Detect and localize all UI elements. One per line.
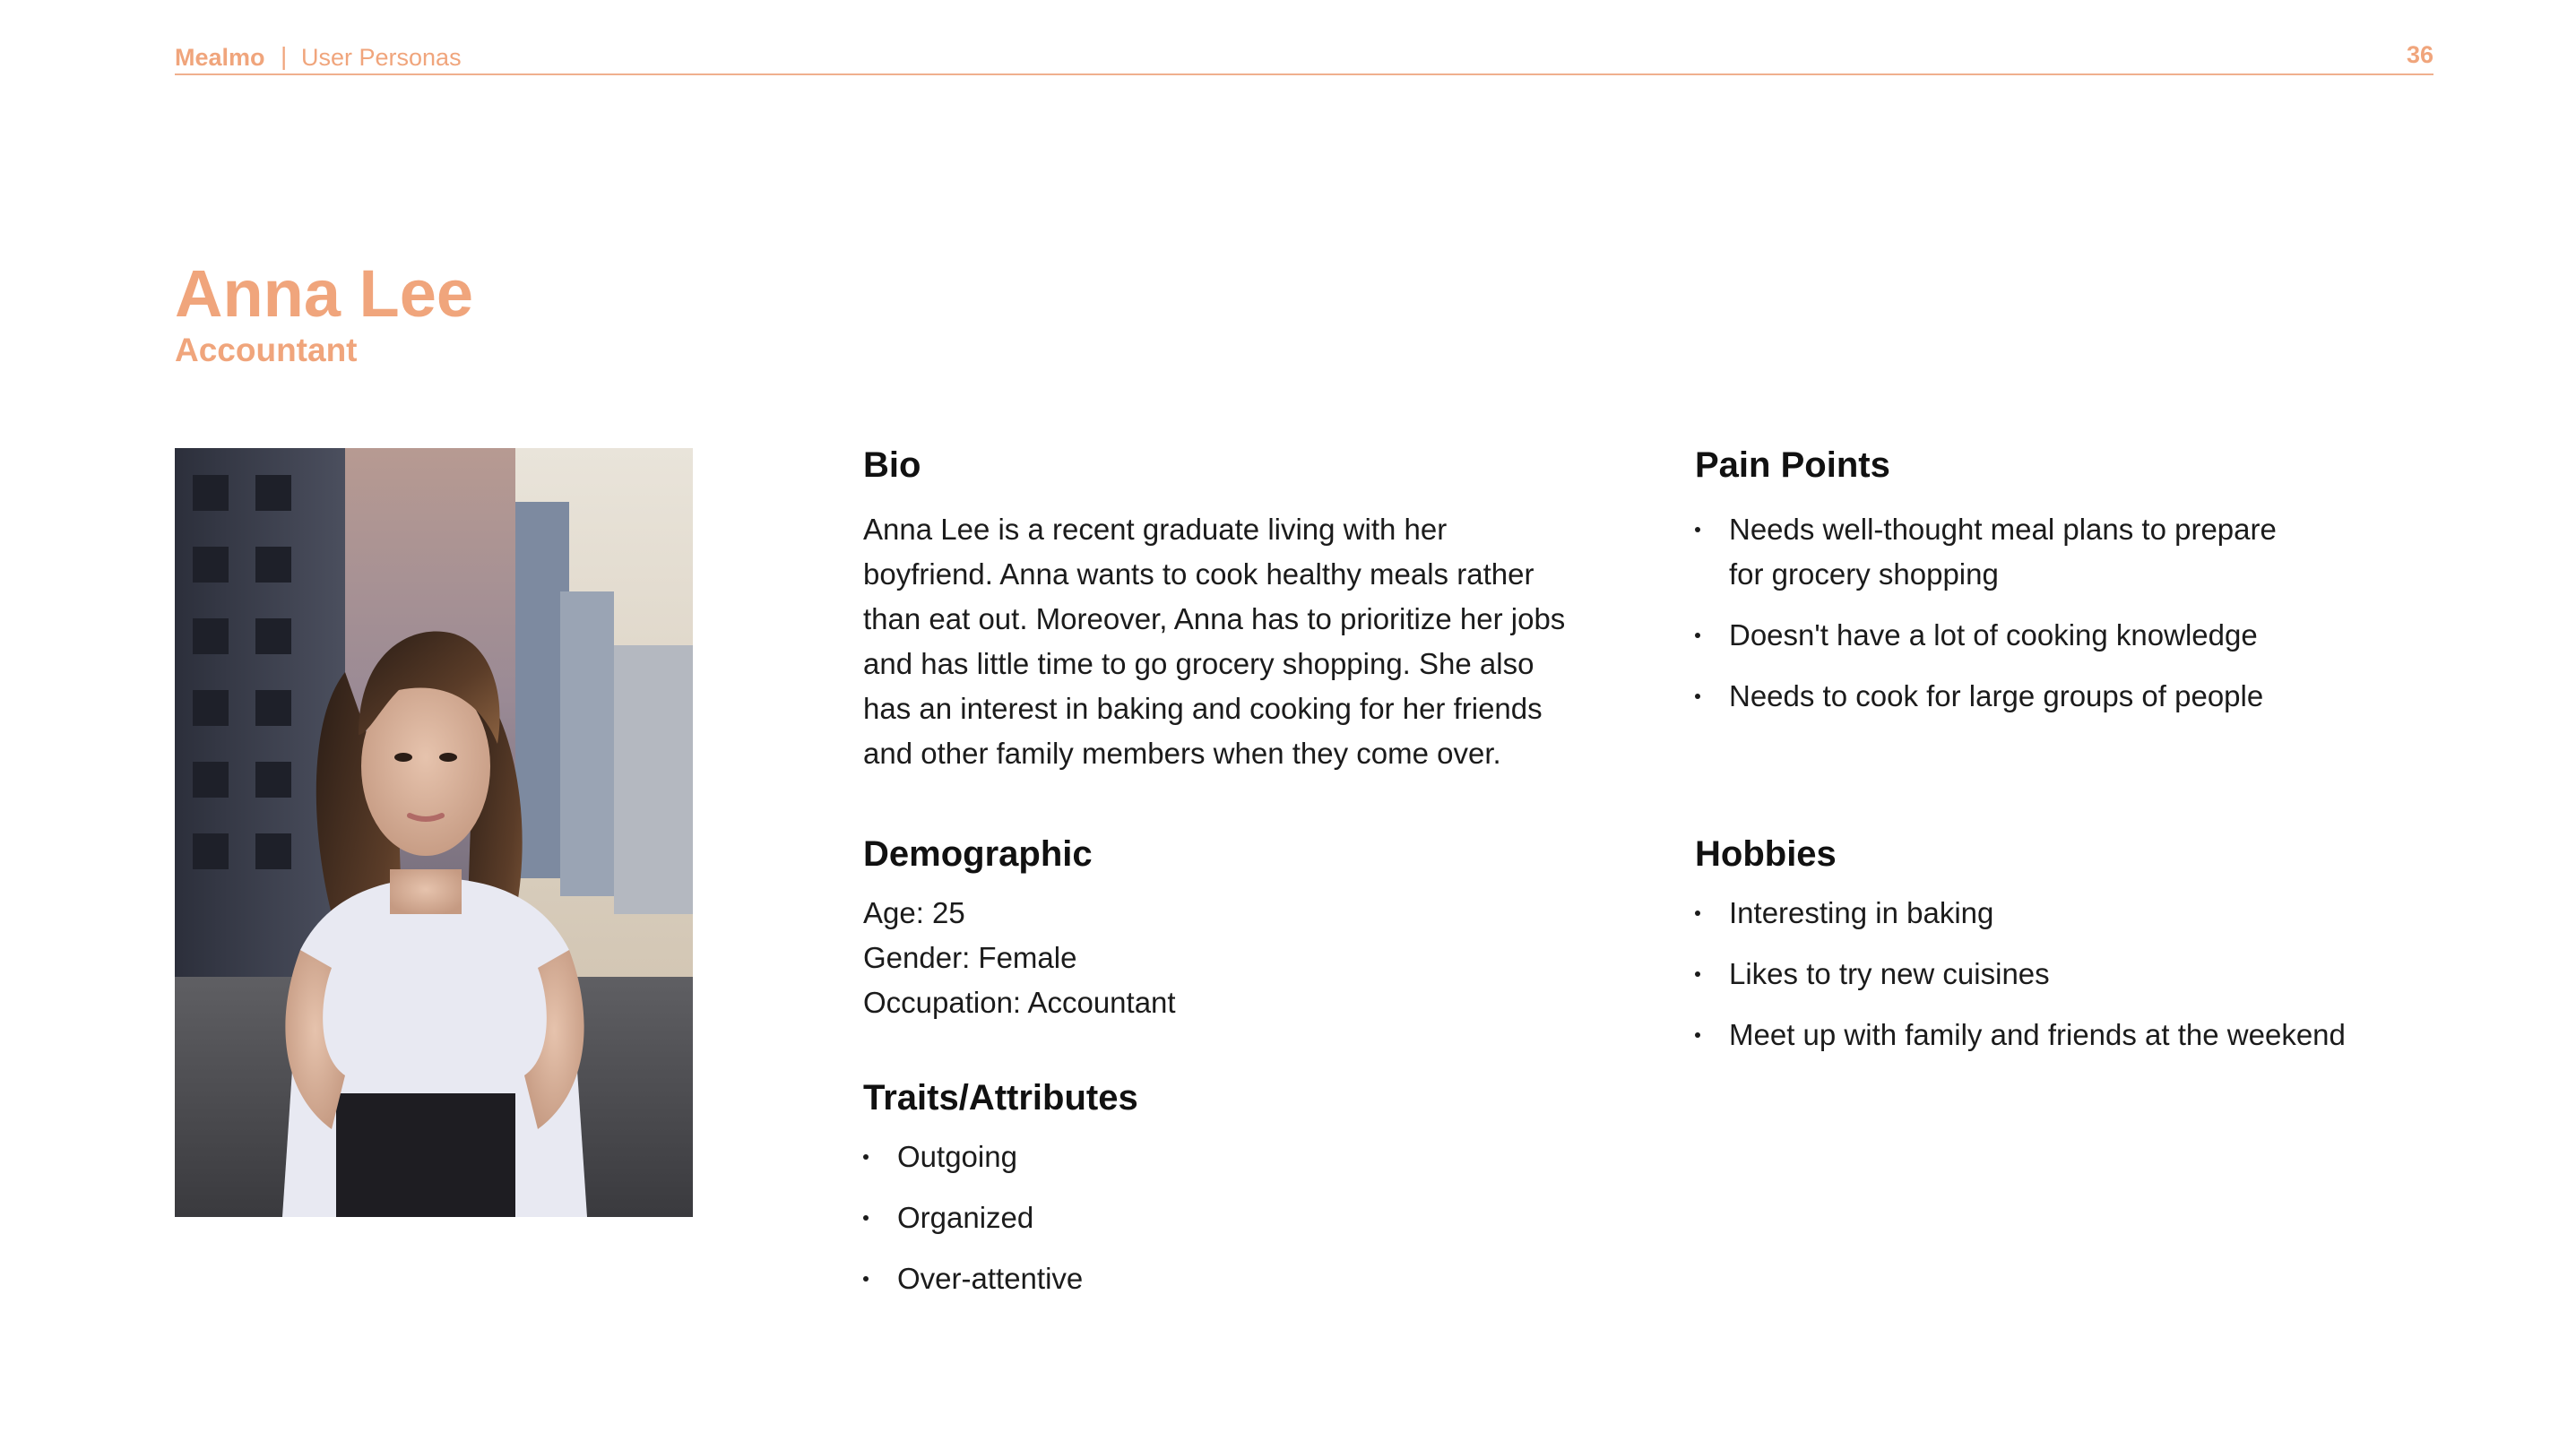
section-label: User Personas <box>301 44 462 71</box>
bullet-icon <box>1695 694 1700 699</box>
list-item <box>1695 952 2430 997</box>
traits-item: Over-attentive <box>897 1262 1084 1295</box>
header-separator: | <box>281 42 288 70</box>
traits-item: Organized <box>897 1201 1034 1234</box>
page-header <box>175 38 2433 75</box>
bio-line: and has little time to go grocery shopping. She also <box>863 647 1534 680</box>
persona-role: Accountant <box>175 332 358 368</box>
bullet-icon <box>863 1154 869 1160</box>
page-number: 36 <box>2406 41 2433 68</box>
list-item <box>863 1195 1033 1240</box>
hobbies-title: Hobbies <box>1695 834 1837 874</box>
pain-point-item: Needs to cook for large groups of people <box>1729 679 2264 712</box>
list-item <box>863 1135 1017 1179</box>
bullet-icon <box>1695 527 1700 532</box>
bio-line: Anna Lee is a recent graduate living with her <box>863 513 1448 546</box>
persona-name: Anna Lee <box>175 256 474 331</box>
bio-line: boyfriend. Anna wants to cook healthy meals rather <box>863 557 1534 591</box>
brand-name: Mealmo <box>175 44 265 71</box>
pain-point-item <box>1695 507 2412 597</box>
bio-line: and other family members when they come over. <box>863 737 1501 770</box>
bullet-icon <box>863 1215 869 1221</box>
persona-photo <box>175 448 693 1217</box>
bullet-icon <box>1695 1032 1700 1038</box>
list-item <box>863 1256 1083 1301</box>
bullet-icon <box>1695 911 1700 916</box>
pain-point-line: Needs well-thought meal plans to prepare <box>1729 513 2277 546</box>
list-item <box>1695 674 2412 719</box>
pain-points-title: Pain Points <box>1695 445 1890 485</box>
traits-item: Outgoing <box>897 1140 1017 1173</box>
bio-text <box>863 507 1616 776</box>
bio-line: has an interest in baking and cooking for her friends <box>863 692 1543 725</box>
bullet-icon <box>863 1276 869 1282</box>
list-item <box>1695 891 2430 936</box>
pain-point-line: for grocery shopping <box>1729 557 1999 591</box>
bullet-icon <box>1695 971 1700 977</box>
hobby-item: Interesting in baking <box>1729 896 1994 929</box>
demographic-age: Age: 25 <box>863 896 965 929</box>
hobby-item: Likes to try new cuisines <box>1729 957 2050 990</box>
bio-title: Bio <box>863 445 921 485</box>
demographic-gender: Gender: Female <box>863 941 1077 974</box>
list-item <box>1695 613 2412 658</box>
demographic-title: Demographic <box>863 834 1093 874</box>
bullet-icon <box>1695 633 1700 638</box>
hobby-item: Meet up with family and friends at the weekend <box>1729 1018 2346 1051</box>
list-item <box>1695 507 2412 597</box>
list-item <box>1695 1013 2430 1057</box>
bio-line: than eat out. Moreover, Anna has to prioritize her jobs <box>863 602 1566 635</box>
demographic-occupation: Occupation: Accountant <box>863 986 1176 1019</box>
pain-point-item: Doesn't have a lot of cooking knowledge <box>1729 618 2258 652</box>
traits-title: Traits/Attributes <box>863 1078 1138 1118</box>
